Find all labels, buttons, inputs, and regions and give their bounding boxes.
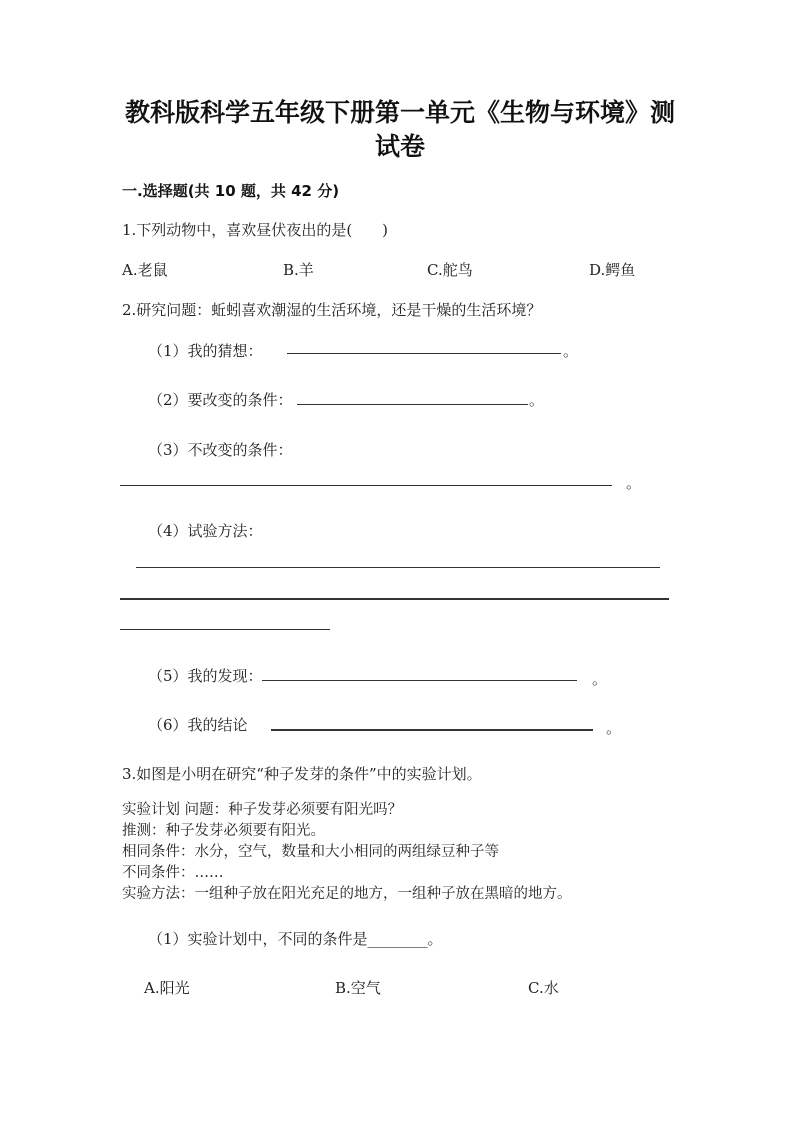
q2-part-4-blank-3	[120, 629, 330, 630]
q2-part-1-blank	[287, 353, 561, 354]
plan-line-2: 推测：种子发芽必须要有阳光。	[122, 823, 325, 839]
q3-option-c: C.水	[528, 979, 559, 997]
q2-part-3-blank	[120, 485, 612, 486]
q2-part-1-end: 。	[563, 342, 579, 360]
q2-part-6-end: 。	[606, 719, 622, 737]
page-title: 教科版科学五年级下册第一单元《生物与环境》测	[124, 98, 675, 127]
plan-line-5: 实验方法：一组种子放在阳光充足的地方，一组种子放在黑暗的地方。	[122, 886, 572, 902]
q3-option-a: A.阳光	[144, 979, 190, 997]
q1-option-b: B.羊	[283, 261, 314, 279]
q2-part-3-end: 。	[626, 474, 642, 492]
page-title-continued: 试卷	[374, 132, 425, 161]
q2-part-5-end: 。	[592, 670, 608, 688]
q2-part-6-blank	[271, 729, 593, 731]
q2-part-2-end: 。	[529, 391, 545, 409]
q3-option-b: B.空气	[335, 979, 381, 997]
q2-part-2-blank	[297, 404, 528, 405]
question-1: 1.下列动物中，喜欢昼伏夜出的是( )	[122, 221, 389, 239]
q1-option-d: D.鳄鱼	[589, 261, 636, 279]
q1-option-c: C.舵鸟	[427, 261, 473, 279]
question-3: 3.如图是小明在研究“种子发芽的条件”中的实验计划。	[122, 765, 482, 783]
q2-part-5-label: （5）我的发现：	[148, 667, 263, 685]
q2-part-5-blank	[262, 680, 577, 681]
experiment-plan	[122, 800, 572, 905]
q2-part-4-blank-1	[136, 567, 660, 568]
q2-part-1-label: （1）我的猜想：	[148, 342, 263, 360]
q3-sub-1: （1）实验计划中，不同的条件是________。	[148, 930, 443, 948]
plan-line-4: 不同条件：……	[122, 865, 224, 881]
plan-line-1: 实验计划 问题：种子发芽必须要有阳光吗？	[122, 802, 403, 818]
q2-part-4-blank-2	[120, 598, 669, 600]
plan-line-3: 相同条件：水分，空气，数量和大小相同的两组绿豆种子等	[122, 844, 499, 860]
q2-part-2-label: （2）要改变的条件：	[148, 391, 293, 409]
section-heading: 一.选择题(共 10 题，共 42 分)	[122, 182, 340, 200]
q1-option-a: A.老鼠	[122, 261, 168, 279]
question-2: 2.研究问题：蚯蚓喜欢潮湿的生活环境，还是干燥的生活环境？	[122, 301, 542, 319]
q2-part-3-label: （3）不改变的条件：	[148, 441, 293, 459]
q2-part-4-label: （4）试验方法：	[148, 522, 263, 540]
q2-part-6-label: （6）我的结论	[148, 716, 248, 734]
